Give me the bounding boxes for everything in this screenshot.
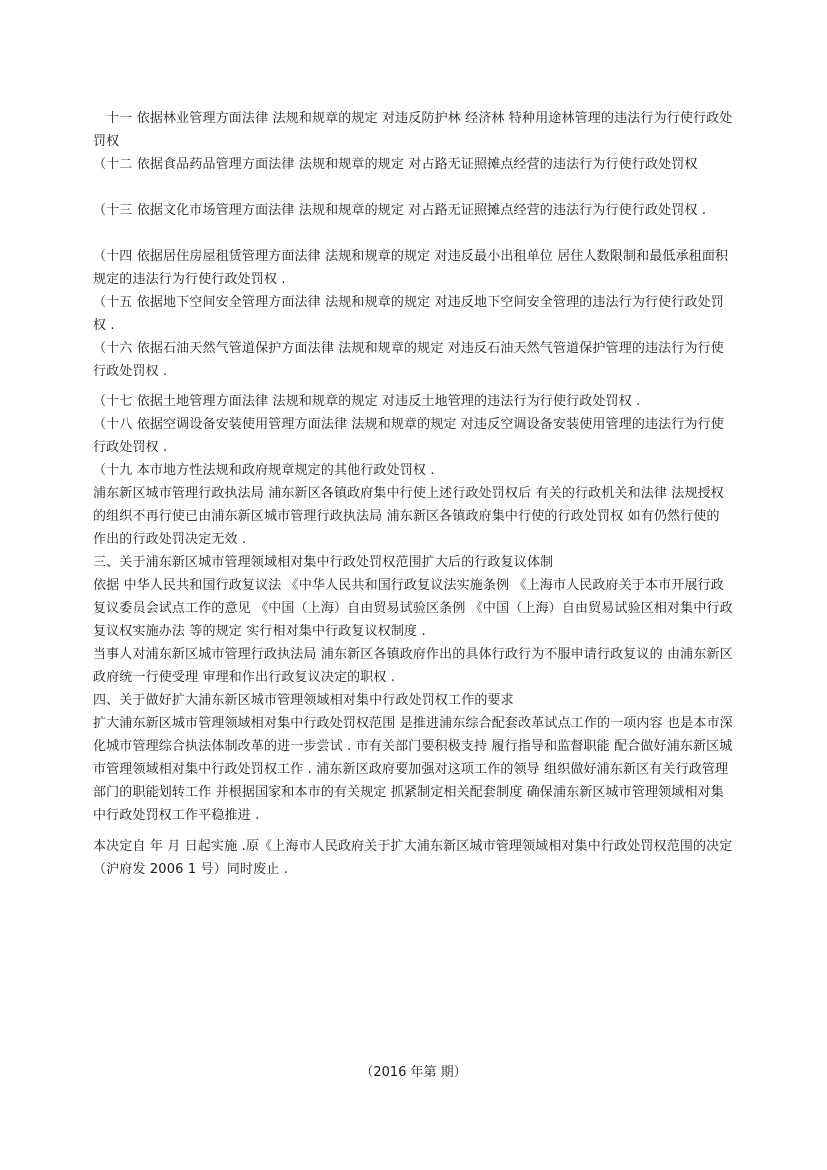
paragraph-13: （十三 依据文化市场管理方面法律 法规和规章的规定 对占路无证照摊点经营的违法行为行使行政处罚权 . — [93, 203, 707, 218]
paragraph-review: 当事人对浦东新区城市管理行政执法局 浦东新区各镇政府作出的具体行政行为不服申请行政复议的 由浦东新区政府统一行使受理 审理和作出行政复议决定的职权 . — [93, 647, 733, 685]
paragraph-18: （十八 依据空调设备安装使用管理方面法律 法规和规章的规定 对违反空调设备安装使用管理的违法行为行使行政处罚权 . — [93, 417, 724, 455]
section-heading-4: 四、关于做好扩大浦东新区城市管理领域相对集中行政处罚权工作的要求 — [93, 693, 514, 708]
paragraph-17: （十七 依据土地管理方面法律 法规和规章的规定 对违反土地管理的违法行为行使行政处罚权 . — [93, 394, 641, 409]
paragraph-15: （十五 依据地下空间安全管理方面法律 法规和规章的规定 对违反地下空间安全管理的违法行为行使行政处罚权 . — [93, 295, 724, 333]
paragraph-basis: 依据 中华人民共和国行政复议法 《中华人民共和国行政复议法实施条例 《上海市人民政府关于本市开展行政复议委员会试点工作的意见 《中国（上海）自由贸易试验区条例 《中国（上海）自由贸易试验区相对集中行政复议权实施办法 等的规定 实行相对集中行政复议权制度 . — [93, 578, 733, 639]
section-heading-3: 三、关于浦东新区城市管理领域相对集中行政处罚权范围扩大后的行政复议体制 — [93, 555, 554, 570]
paragraph-effect: 浦东新区城市管理行政执法局 浦东新区各镇政府集中行使上述行政处罚权后 有关的行政机关和法律 法规授权的组织不再行使已由浦东新区城市管理行政执法局 浦东新区各镇政府集中行使的行政处罚权 如有仍然行使的 作出的行政处罚决定无效 . — [93, 486, 724, 547]
paragraph-16: （十六 依据石油天然气管道保护方面法律 法规和规章的规定 对违反石油天然气管道保护管理的违法行为行使行政处罚权 . — [93, 341, 724, 379]
paragraph-14: （十四 依据居住房屋租赁管理方面法律 法规和规章的规定 对违反最小出租单位 居住人数限制和最低承租面积规定的违法行为行使行政处罚权 . — [93, 249, 729, 287]
paragraph-11: 十一 依据林业管理方面法律 法规和规章的规定 对违反防护林 经济林 特种用途林管理的违法行为行使行政处罚权 — [93, 111, 733, 149]
paragraph-19: （十九 本市地方性法规和政府规章规定的其他行政处罚权 . — [93, 463, 435, 478]
paragraph-12: （十二 依据食品药品管理方面法律 法规和规章的规定 对占路无证照摊点经营的违法行为行使行政处罚权 — [93, 157, 698, 172]
paragraph-requirements: 扩大浦东新区城市管理领域相对集中行政处罚权范围 是推进浦东综合配套改革试点工作的一项内容 也是本市深化城市管理综合执法体制改革的进一步尝试 . 市有关部门要积极支持 履行指导和监督职能 配合做好浦东新区城市管理领域相对集中行政处罚权工作 . 浦东新区政府要加强对这项工作的领导 组织做好浦东新区有关行政管理部门的职能划转工作 并根据国家和本市的有关规定 抓紧制定相关配套制度 确保浦东新区城市管理领域相对集中行政处罚权工作平稳推进 . — [93, 716, 733, 823]
paragraph-effective-date: 本决定自 年 月 日起实施 .原《上海市人民政府关于扩大浦东新区城市管理领域相对集中行政处罚权范围的决定（沪府发 2006 1 号）同时废止 . — [93, 839, 733, 877]
page-footer: （2016 年第 期） — [360, 1065, 467, 1080]
